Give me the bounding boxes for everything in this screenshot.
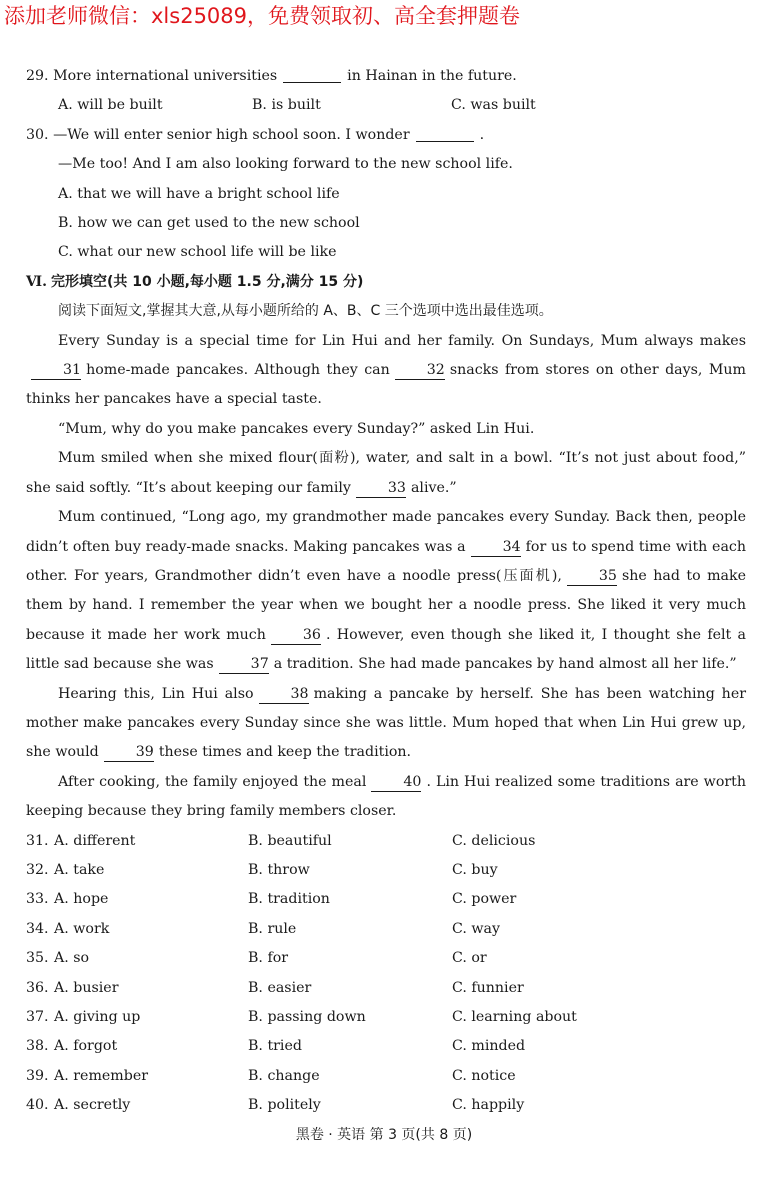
answer-question-number: 36. <box>26 979 49 996</box>
passage-paragraph-5 <box>26 680 746 768</box>
answer-row <box>26 885 746 914</box>
question-number: 30. <box>26 126 49 143</box>
passage-text: home-made pancakes. Although they can <box>86 362 390 379</box>
option-a: A. will be built <box>58 97 163 114</box>
option-a: A. giving up <box>54 1009 141 1025</box>
answer-question-number: 32. <box>26 861 49 878</box>
option-c: C. minded <box>452 1038 526 1055</box>
answer-row <box>26 1091 746 1120</box>
answer-blank <box>283 65 341 83</box>
page-footer: 黑卷 · 英语 第 3 页(共 8 页) <box>295 1127 473 1143</box>
answer-blank <box>416 124 474 142</box>
passage-text: alive.” <box>410 479 457 496</box>
answer-question-number: 35. <box>26 950 49 967</box>
passage-text: these times and keep the tradition. <box>158 744 412 761</box>
option-b: B. tradition <box>248 891 330 908</box>
option-a: A. so <box>54 950 90 967</box>
option-a: A. forgot <box>54 1038 118 1055</box>
answer-row <box>26 915 746 944</box>
option-b: B. how we can get used to the new school <box>58 215 360 232</box>
option-b: B. easier <box>248 979 312 996</box>
answer-question-number: 34. <box>26 920 49 937</box>
option-c: C. way <box>452 920 500 937</box>
answer-row <box>26 1032 746 1061</box>
blank-35: 35 <box>567 568 617 586</box>
option-b: B. for <box>248 950 289 967</box>
passage-paragraph-3 <box>26 444 746 503</box>
option-c: C. funnier <box>452 979 524 996</box>
passage-paragraph-2: “Mum, why do you make pancakes every Sunday?” asked Lin Hui. <box>58 420 535 437</box>
option-c: C. was built <box>451 97 536 114</box>
passage-text: Mum smiled when she mixed flour(面粉), water, and salt in a bowl. “It’s not just about food,” she said softly. “It’s about keeping our family <box>26 450 746 496</box>
question-stem: —We will enter senior high school soon. I wonder <box>53 126 410 143</box>
question-30 <box>26 121 746 150</box>
question-stem-end: in Hainan in the future. <box>347 68 517 84</box>
option-c: C. delicious <box>452 832 536 849</box>
answer-options-table <box>26 827 746 1121</box>
answer-row <box>26 827 746 856</box>
answer-question-number: 39. <box>26 1067 49 1084</box>
answer-row <box>26 944 746 973</box>
option-c: C. happily <box>452 1097 525 1114</box>
question-stem-end: . <box>479 126 485 143</box>
answer-question-number: 33. <box>26 891 49 908</box>
option-c: C. buy <box>452 861 498 878</box>
blank-36: 36 <box>271 627 321 645</box>
option-b: B. passing down <box>248 1009 366 1025</box>
option-a: A. work <box>54 920 110 937</box>
option-c: C. notice <box>452 1067 516 1084</box>
answer-question-number: 38. <box>26 1038 49 1055</box>
passage-text: Mum continued, “Long ago, my grandmother made pancakes every Sunday. Back then, people didn’t often buy ready-made snacks. Making pancakes was a <box>26 509 746 555</box>
blank-34: 34 <box>471 539 521 557</box>
passage-text: making a pancake by herself. She has been watching her mother make pancakes every Sunday since she was little. Mum hoped that when Lin Hui grew up, she would <box>26 685 746 761</box>
question-number: 29. <box>26 68 49 84</box>
option-b: B. change <box>248 1067 320 1084</box>
option-a: A. secretly <box>54 1097 131 1114</box>
blank-38: 38 <box>259 686 309 704</box>
passage-text: Hearing this, Lin Hui also <box>58 685 254 702</box>
question-30-reply: —Me too! And I am also looking forward to the new school life. <box>58 156 513 173</box>
passage-text: for us to spend time with each other. For years, Grandmother didn’t even have a noodle press(压面机), <box>26 538 746 584</box>
blank-39: 39 <box>104 744 154 762</box>
blank-32: 32 <box>395 362 445 380</box>
option-c: C. or <box>452 950 487 967</box>
exam-content <box>26 62 746 1121</box>
blank-37: 37 <box>219 656 269 674</box>
answer-row <box>26 856 746 885</box>
option-b: B. beautiful <box>248 832 332 849</box>
answer-question-number: 40. <box>26 1097 49 1114</box>
option-b: B. politely <box>248 1097 321 1114</box>
blank-31: 31 <box>31 362 81 380</box>
option-a: A. different <box>54 832 136 849</box>
answer-question-number: 31. <box>26 832 49 849</box>
option-a: A. busier <box>54 979 119 996</box>
passage-text: . However, even though she liked it, I thought she felt a little sad because she was <box>26 626 747 673</box>
answer-row <box>26 1062 746 1091</box>
answer-row <box>26 974 746 1003</box>
passage-text: she had to make them by hand. I remember the year when we bought her a noodle press. She liked it very much because it made her work much <box>26 567 746 643</box>
question-29-options <box>58 91 746 120</box>
section-number: Ⅵ. <box>26 273 47 290</box>
passage-paragraph-6 <box>26 768 746 827</box>
passage-text: snacks from stores on other days, Mum thinks her pancakes have a special taste. <box>26 362 746 408</box>
passage-text: Every Sunday is a special time for Lin Hui and her family. On Sundays, Mum always makes <box>58 332 746 349</box>
passage-text: a tradition. She had made pancakes by hand almost all her life.” <box>273 656 737 673</box>
question-stem: More international universities <box>53 68 278 84</box>
answer-question-number: 37. <box>26 1009 49 1025</box>
question-29 <box>26 62 746 91</box>
option-c: C. what our new school life will be like <box>58 244 337 261</box>
section-heading <box>26 268 746 297</box>
answer-row <box>26 1003 746 1032</box>
passage-text: . Lin Hui realized some traditions are worth keeping because they bring family members closer. <box>26 773 746 820</box>
option-a: A. that we will have a bright school life <box>58 185 340 202</box>
option-c: C. power <box>452 891 517 908</box>
option-c: C. learning about <box>452 1009 577 1025</box>
blank-33: 33 <box>356 480 406 498</box>
option-b: B. tried <box>248 1038 302 1055</box>
option-b: B. rule <box>248 920 297 937</box>
section-title: 完形填空(共 10 小题,每小题 1.5 分,满分 15 分) <box>50 273 364 290</box>
watermark-banner: 添加老师微信：xls25089，免费领取初、高全套押题卷 <box>4 4 521 28</box>
option-b: B. is built <box>252 97 321 114</box>
option-b: B. throw <box>248 861 310 878</box>
blank-40: 40 <box>371 774 421 792</box>
option-a: A. take <box>54 861 105 878</box>
option-a: A. hope <box>54 891 109 908</box>
passage-paragraph-4 <box>26 503 746 679</box>
section-instruction: 阅读下面短文,掌握其大意,从每小题所给的 A、B、C 三个选项中选出最佳选项。 <box>58 303 553 320</box>
option-a: A. remember <box>54 1067 149 1084</box>
passage-text: After cooking, the family enjoyed the meal <box>58 773 367 790</box>
passage-paragraph-1 <box>26 327 746 415</box>
